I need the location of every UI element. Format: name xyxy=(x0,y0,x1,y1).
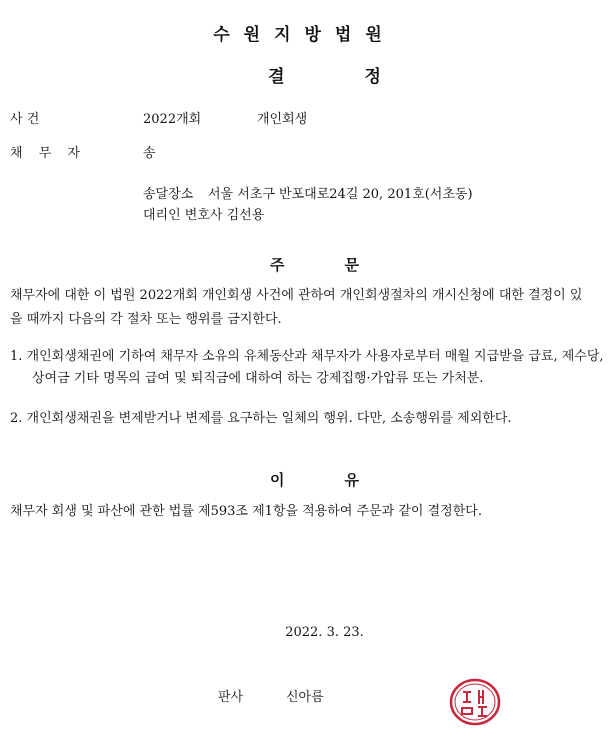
document-title: 결정 xyxy=(268,67,461,87)
order-title: 주문 xyxy=(270,256,419,274)
decision-date: 2022. 3. 23. xyxy=(285,625,364,640)
case-number: 2022개회 xyxy=(143,112,202,127)
debtor-name: 송 xyxy=(143,146,156,161)
judge-label: 판사 xyxy=(218,690,244,705)
reason-text: 채무자 회생 및 파산에 관한 법률 제593조 제1항을 적용하여 주문과 같이 결정한다. xyxy=(10,504,482,519)
order-item-2: 2. 개인회생채권을 변제받거나 변제를 요구하는 일체의 행위. 다만, 소송행위를 제외한다. xyxy=(10,411,512,426)
service-label: 송달장소 xyxy=(143,187,194,202)
order-item-1: 1. 개인회생채권에 기하여 채무자 소유의 유체동산과 채무자가 사용자로부터 매월 지급받을 급료, 제수당, 상여금 기타 명목의 급여 및 퇴직금에 대하여 하는 강제집행·가압류 또는 가처분. xyxy=(10,349,604,386)
case-label: 사 건 xyxy=(10,112,40,127)
judge-seal-icon xyxy=(449,678,501,726)
case-type: 개인회생 xyxy=(257,112,308,127)
debtor-label: 채 무 자 xyxy=(10,146,86,161)
order-intro: 채무자에 대한 이 법원 2022개회 개인회생 사건에 관하여 개인회생절차의 개시신청에 대한 결정이 있을 때까지 다음의 각 절차 또는 행위를 금지한다. xyxy=(10,288,583,327)
reason-title: 이유 xyxy=(270,471,419,489)
service-address: 서울 서초구 반포대로24길 20, 201호(서초동) xyxy=(208,187,473,202)
judge-name: 신아름 xyxy=(286,690,324,705)
agent-name: 대리인 변호사 김선용 xyxy=(143,208,265,223)
court-name: 수원지방법원 xyxy=(213,25,396,45)
